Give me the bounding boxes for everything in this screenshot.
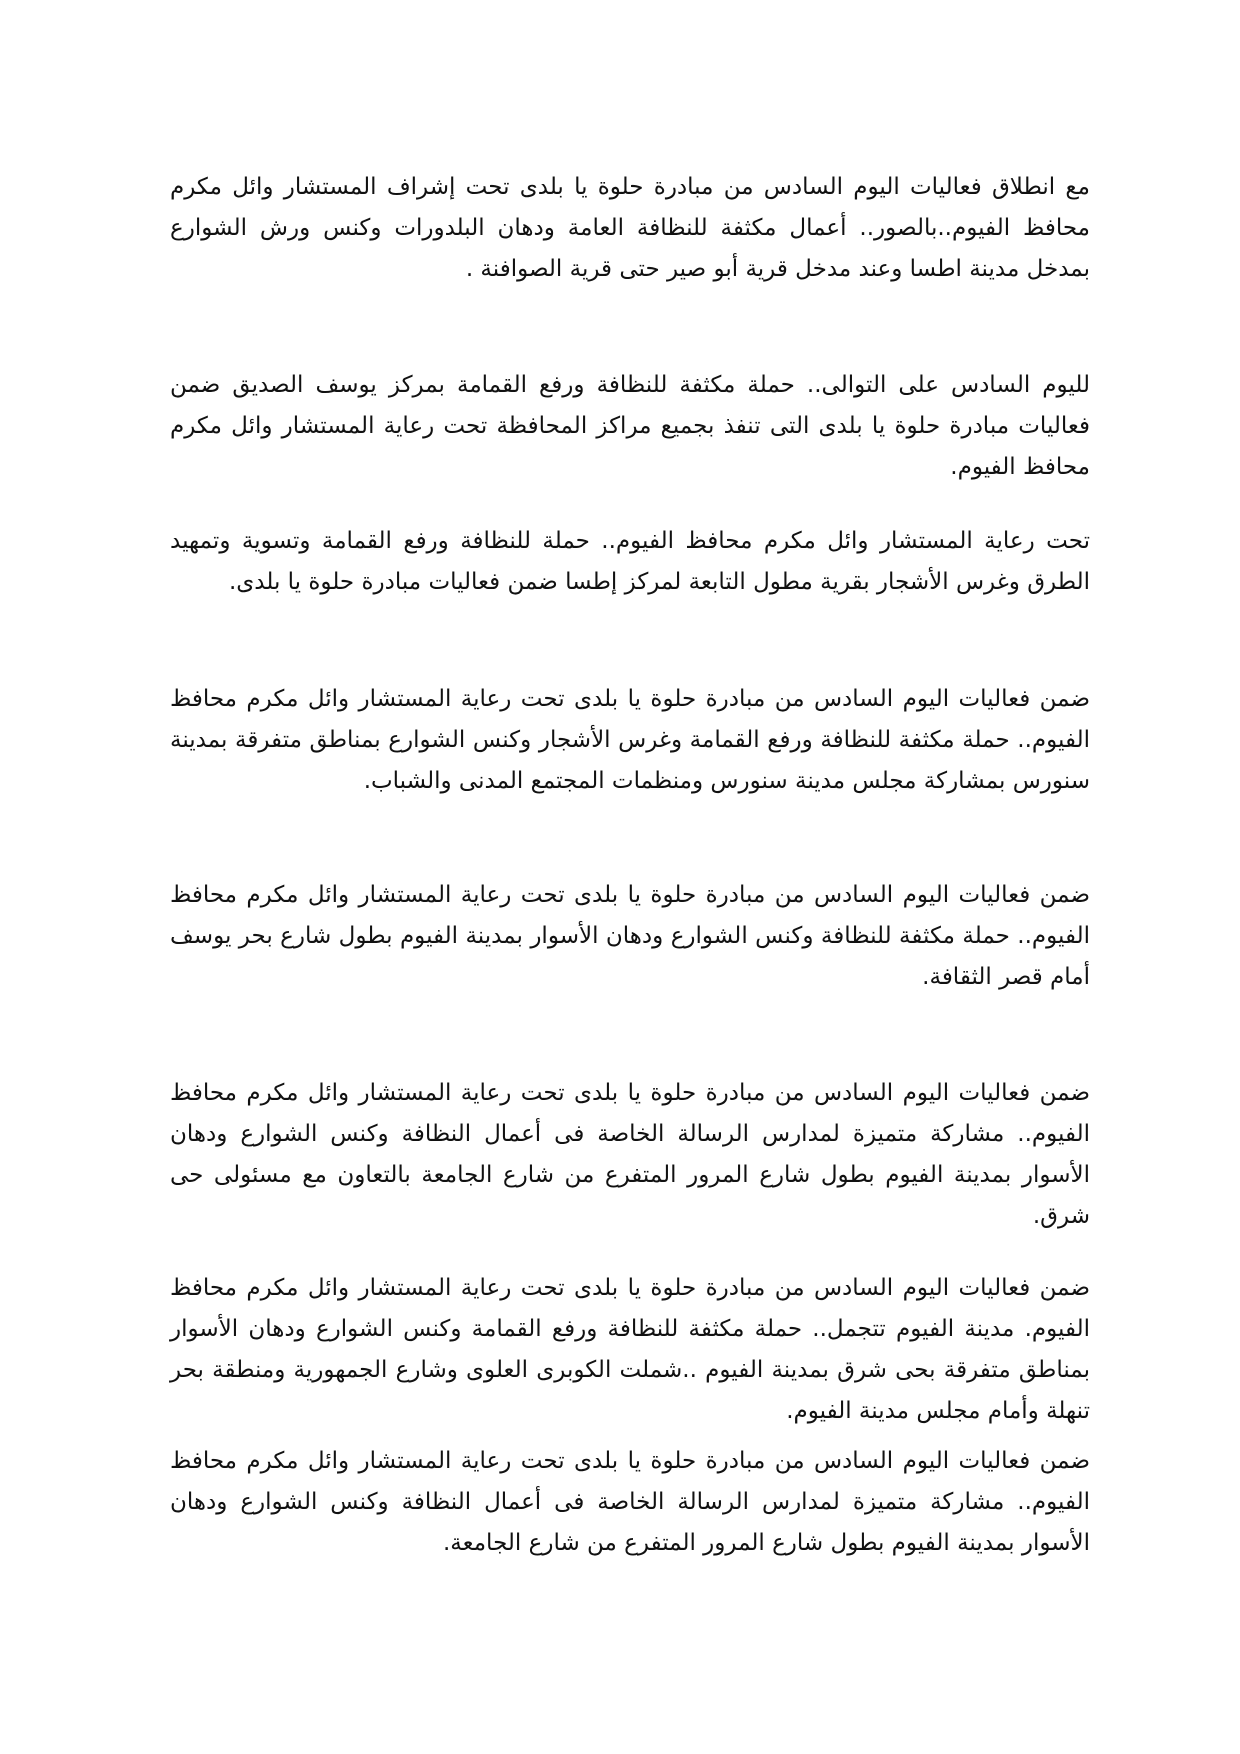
paragraph-7: ضمن فعاليات اليوم السادس من مبادرة حلوة يا بلدى تحت رعاية المستشار وائل مكرم محافظ الفيوم. مدينة الفيوم تتجمل.. حملة مكثفة للنظافة ورفع القمامة وكنس الشوارع ودهان الأسوار بمناطق متفرقة بحى شرق بمدينة الفيوم ..شملت الكوبرى العلوى وشارع الجمهورية ومنطقة بحر تنهلة وأمام مجلس مدينة الفيوم. — [170, 1275, 1090, 1424]
paragraph-5: ضمن فعاليات اليوم السادس من مبادرة حلوة يا بلدى تحت رعاية المستشار وائل مكرم محافظ الفيوم.. حملة مكثفة للنظافة وكنس الشوارع ودهان الأسوار بمدينة الفيوم بطول شارع بحر يوسف أمام قصر الثقافة. — [170, 882, 1090, 990]
paragraph-8: ضمن فعاليات اليوم السادس من مبادرة حلوة يا بلدى تحت رعاية المستشار وائل مكرم محافظ الفيوم.. مشاركة متميزة لمدارس الرسالة الخاصة فى أعمال النظافة وكنس الشوارع ودهان الأسوار بمدينة الفيوم بطول شارع المرور المتفرع من شارع الجامعة. — [170, 1448, 1090, 1556]
paragraph-2: لليوم السادس على التوالى.. حملة مكثفة للنظافة ورفع القمامة بمركز يوسف الصديق ضمن فعاليات مبادرة حلوة يا بلدى التى تنفذ بجميع مراكز المحافظة تحت رعاية المستشار وائل مكرم محافظ الفيوم. — [170, 372, 1090, 480]
paragraph-4: ضمن فعاليات اليوم السادس من مبادرة حلوة يا بلدى تحت رعاية المستشار وائل مكرم محافظ الفيوم.. حملة مكثفة للنظافة ورفع القمامة وغرس الأشجار وكنس الشوارع بمناطق متفرقة بمدينة سنورس بمشاركة مجلس مدينة سنورس ومنظمات المجتمع المدنى والشباب. — [170, 686, 1090, 794]
paragraph-6: ضمن فعاليات اليوم السادس من مبادرة حلوة يا بلدى تحت رعاية المستشار وائل مكرم محافظ الفيوم.. مشاركة متميزة لمدارس الرسالة الخاصة فى أعمال النظافة وكنس الشوارع ودهان الأسوار بمدينة الفيوم بطول شارع المرور المتفرع من شارع الجامعة بالتعاون مع مسئولى حى شرق. — [170, 1080, 1090, 1229]
paragraph-3: تحت رعاية المستشار وائل مكرم محافظ الفيوم.. حملة للنظافة ورفع القمامة وتسوية وتمهيد الطرق وغرس الأشجار بقرية مطول التابعة لمركز إطسا ضمن فعاليات مبادرة حلوة يا بلدى. — [170, 528, 1090, 595]
paragraph-1: مع انطلاق فعاليات اليوم السادس من مبادرة حلوة يا بلدى تحت إشراف المستشار وائل مكرم محافظ الفيوم..بالصور.. أعمال مكثفة للنظافة العامة ودهان البلدورات وكنس ورش الشوارع بمدخل مدينة اطسا وعند مدخل قرية أبو صير حتى قرية الصوافنة . — [170, 174, 1090, 282]
